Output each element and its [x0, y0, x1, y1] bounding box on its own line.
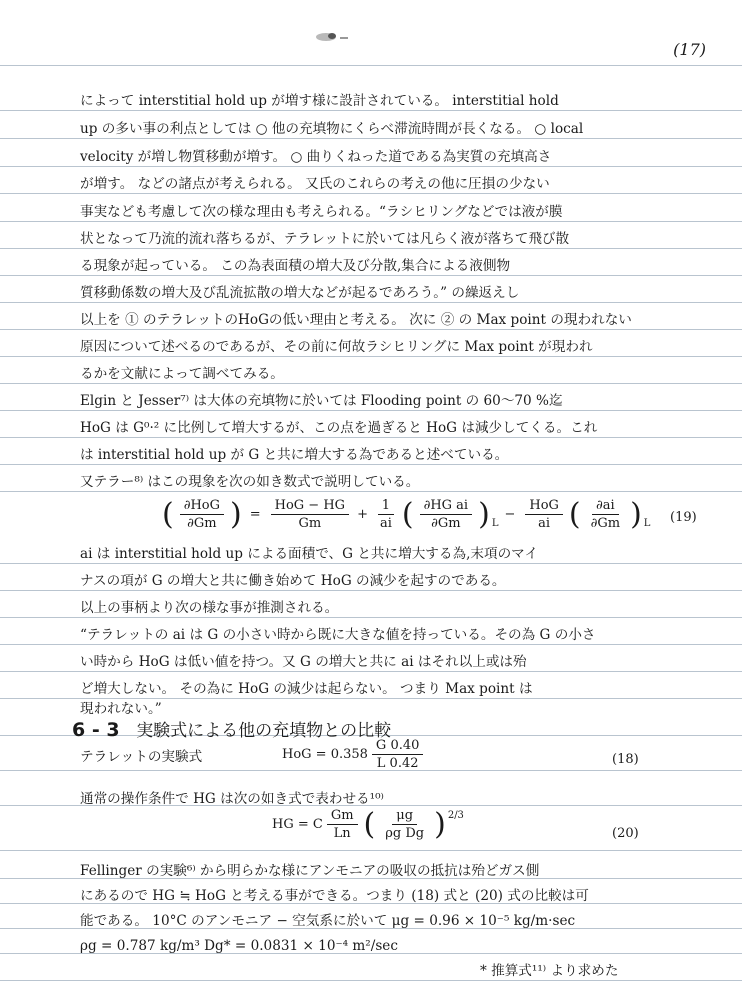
text-line: 状となって乃流的流れ落ちるが、テラレットに於いては凡らく液が落ちて飛び散 — [80, 231, 570, 247]
eq19-lhs: $\frac{\text{∂HoG}}{\partial Gm}$ — [180, 498, 224, 531]
equation-number-18: (18) — [612, 752, 639, 767]
ruled-line — [0, 65, 742, 66]
ruled-line — [0, 437, 742, 438]
equation-19: ( $\frac{\text{∂HoG}}{\partial Gm}$ ) = $\frac{\text{HoG − HG}}{Gm}$ + $\frac{1}{ai}$ ( $\frac{\text{∂HG ai}}{\partial Gm}$ ) L − $\frac{\text{HoG}}{ai}$ ( $\frac{\partial ai}{\partial Gm}$ ) L — [162, 496, 651, 532]
text-line: 又テラー⁸⁾ はこの現象を次の如き数式で説明している。 — [80, 474, 420, 490]
ruled-line — [0, 383, 742, 384]
text-line: HoG は G⁰·² に比例して増大するが、この点を過ぎると HoG は減少してくる。これ — [80, 420, 598, 436]
ruled-line — [0, 491, 742, 492]
text-line: 以上を ① のテラレットのHoGの低い理由と考える。 次に ② の Max point の現われない — [80, 312, 632, 328]
text-line: によって interstitial hold up が増す様に設計されている。 interstitial hold — [80, 93, 559, 109]
text-line: up の多い事の利点としては ○ 他の充填物にくらべ滞流時間が長くなる。 ○ local — [80, 121, 584, 137]
ruled-line — [0, 563, 742, 564]
page-number: (17) — [673, 40, 706, 59]
footnote: * 推算式¹¹⁾ より求めた — [480, 963, 619, 979]
text-line: にあるので HG ≒ HoG と考える事ができる。つまり (18) 式と (20) 式の比較は可 — [80, 888, 589, 904]
section-title: 実験式による他の充填物との比較 — [136, 721, 392, 741]
text-line: い時から HoG は低い値を持つ。又 G の増大と共に ai はそれ以上或は殆 — [80, 654, 527, 670]
text-line: 以上の事柄より次の様な事が推測される。 — [80, 600, 339, 616]
ruled-line — [0, 221, 742, 222]
ruled-line — [0, 193, 742, 194]
text-line: ど増大しない。 その為に HoG の減少は起らない。 つまり Max point は — [80, 681, 533, 697]
text-line: は interstitial hold up が G と共に増大する為であると述べている。 — [80, 447, 509, 463]
ruled-line — [0, 356, 742, 357]
equation-20: HG = C $\frac{Gm}{Ln}$ ( $\frac{\mu g}{\text{ρg Dg}}$ ) 2/3 — [272, 806, 464, 842]
ruled-line — [0, 302, 742, 303]
eq19-term2: $\frac{\text{∂HG ai}}{\partial Gm}$ — [420, 498, 472, 531]
ruled-line — [0, 644, 742, 645]
text-line: “テラレットの ai は G の小さい時から既に大きな値を持っている。その為 G の小さ — [80, 627, 596, 643]
text-line: 原因について述べるのであるが、その前に何故ラシヒリングに Max point が現われ — [80, 339, 593, 355]
text-line: ai は interstitial hold up による面積で、G と共に増大する為,末項のマイ — [80, 546, 539, 562]
ruled-line — [0, 329, 742, 330]
equation-number-19: (19) — [670, 510, 697, 525]
text-line: ナスの項が G の増大と共に働き始めて HoG の減少を起すのである。 — [80, 573, 506, 589]
eq20-intro: 通常の操作条件で HG は次の如き式で表わせる¹⁰⁾ — [80, 791, 384, 807]
ruled-line — [0, 617, 742, 618]
eq18-label: テラレットの実験式 — [80, 749, 203, 765]
equation-number-20: (20) — [612, 826, 639, 841]
ruled-line — [0, 850, 742, 851]
text-line: るかを文献によって調べてみる。 — [80, 366, 284, 382]
ruled-line — [0, 410, 742, 411]
text-line: velocity が増し物質移動が増す。 ○ 曲りくねった道である為実質の充填高さ — [80, 149, 552, 165]
ruled-line — [0, 980, 742, 981]
text-line: 能である。 10°C のアンモニア − 空気系に於いて μg = 0.96 × 10⁻⁵ kg/m·sec — [80, 913, 576, 929]
section-number: 6 - 3 — [72, 719, 120, 741]
ruled-line — [0, 138, 742, 139]
text-line: Fellinger の実験⁶⁾ から明らかな様にアンモニアの吸収の抵抗は殆どガス側 — [80, 863, 540, 879]
ruled-line — [0, 671, 742, 672]
eq20-inner-fraction: $\frac{\mu g}{\text{ρg Dg}}$ — [385, 808, 425, 841]
ruled-line — [0, 248, 742, 249]
eq19-term3: $\frac{\partial ai}{\partial Gm}$ — [590, 498, 621, 531]
eq19-term3-coef: $\frac{\text{HoG}}{ai}$ — [525, 498, 563, 531]
eq19-term1: $\frac{\text{HoG − HG}}{Gm}$ — [271, 498, 349, 531]
text-line: が増す。 などの諸点が考えられる。 又氏のこれらの考えの他に圧損の少ない — [80, 176, 550, 192]
ruled-line — [0, 166, 742, 167]
ruled-line — [0, 590, 742, 591]
text-line: 事実なども考慮して次の様な理由も考えられる。“ラシヒリングなどでは液が膜 — [80, 204, 563, 220]
ink-smudge — [312, 30, 352, 44]
ruled-line — [0, 698, 742, 699]
ruled-line — [0, 110, 742, 111]
eq18-fraction: $\frac{G 0.40}{L 0.42}$ — [372, 738, 423, 771]
ruled-line — [0, 275, 742, 276]
text-line: 現われない。” — [80, 701, 162, 717]
text-line: 質移動係数の増大及び乱流拡散の増大などが起るであろう。” の繰返えし — [80, 285, 520, 301]
eq20-fraction: $\frac{Gm}{Ln}$ — [327, 808, 358, 841]
equation-18: HoG = 0.358 $\frac{G 0.40}{L 0.42}$ — [282, 738, 427, 771]
text-line: Elgin と Jesser⁷⁾ は大体の充填物に於いては Flooding point の 60〜70 %迄 — [80, 393, 563, 409]
text-line: る現象が起っている。 この為表面積の増大及び分散,集合による液側物 — [80, 258, 511, 274]
text-line: ρg = 0.787 kg/m³ Dg* = 0.0831 × 10⁻⁴ m²/sec — [80, 938, 398, 954]
ruled-line — [0, 464, 742, 465]
eq19-term2-coef: $\frac{1}{ai}$ — [376, 498, 396, 531]
